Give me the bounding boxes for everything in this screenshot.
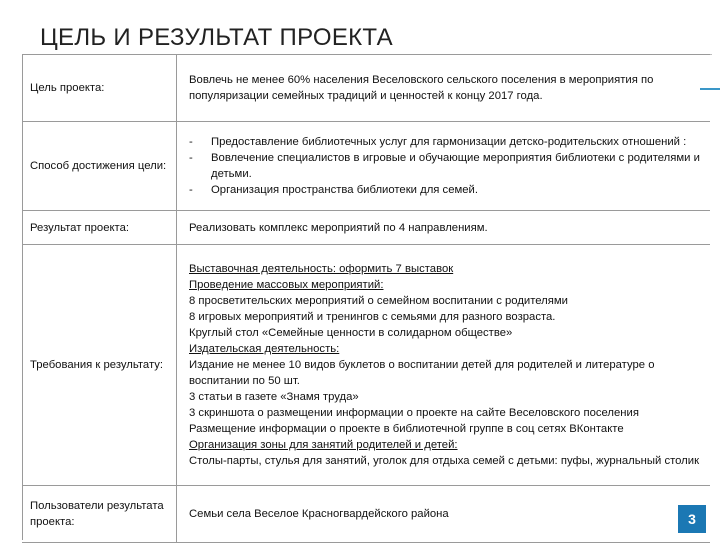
requirement-line: Круглый стол «Семейные ценности в солидарном обществе»: [189, 327, 513, 339]
page-title: ЦЕЛЬ И РЕЗУЛЬТАТ ПРОЕКТА: [40, 24, 393, 51]
page-number-badge: 3: [678, 505, 706, 533]
users-text: Семьи села Веселое Красногвардейского района: [189, 508, 449, 520]
dash-marker: -: [189, 136, 193, 148]
method-label: Способ достижения цели:: [22, 122, 177, 211]
method-item-text: Организация пространства библиотеки для семей.: [211, 184, 478, 196]
list-item: [189, 182, 700, 198]
method-list: [189, 134, 700, 198]
users-value: [177, 486, 711, 543]
requirement-line: 3 статьи в газете «Знамя труда»: [189, 391, 359, 403]
project-table: [22, 54, 710, 543]
table-row-result: [22, 211, 710, 245]
dash-marker: -: [189, 184, 193, 196]
method-item-text: Вовлечение специалистов в игровые и обучающие мероприятия библиотеки с родителями и детьми.: [211, 152, 700, 180]
requirement-heading: Выставочная деятельность: оформить 7 выставок: [189, 263, 454, 275]
method-item-text: Предоставление библиотечных услуг для гармонизации детско-родительских отношений :: [211, 136, 687, 148]
requirement-line: 3 скриншота о размещении информации о проекте на сайте Веселовского поселения: [189, 407, 639, 419]
goal-label: Цель проекта:: [22, 55, 177, 122]
goal-value: [177, 55, 711, 122]
table-row-users: [22, 486, 710, 543]
method-value: [177, 122, 711, 211]
users-label: Пользователи результата проекта:: [22, 486, 177, 543]
goal-text: Вовлечь не менее 60% населения Веселовского сельского поселения в мероприятия по популяризации семейных традиций и ценностей к концу 2017 года.: [189, 74, 654, 102]
list-item: [189, 134, 700, 150]
requirement-heading: Организация зоны для занятий родителей и детей:: [189, 439, 458, 451]
result-text: Реализовать комплекс мероприятий по 4 направлениям.: [189, 221, 488, 234]
table-row-method: [22, 122, 710, 211]
requirement-line: Издание не менее 10 видов буклетов о воспитании детей для родителей и литературе о воспитании по 50 шт.: [189, 359, 655, 387]
list-item: [189, 150, 700, 182]
table-row-requirements: [22, 245, 710, 486]
result-label: Результат проекта:: [22, 211, 177, 245]
requirement-line: 8 игровых мероприятий и тренингов с семьями для разного возраста.: [189, 311, 556, 323]
requirement-heading: Издательская деятельность:: [189, 343, 340, 355]
requirement-line: Столы-парты, стулья для занятий, уголок для отдыха семей с детьми: пуфы, журнальный столик: [189, 455, 700, 467]
requirements-label: Требования к результату:: [22, 245, 177, 486]
table-row-goal: [22, 55, 710, 122]
requirement-line: Размещение информации о проекте в библиотечной группе в соц сетях ВКонтакте: [189, 423, 624, 435]
requirements-value: [177, 245, 711, 486]
requirement-line: 8 просветительских мероприятий о семейном воспитании с родителями: [189, 295, 568, 307]
result-value: [177, 211, 711, 245]
requirement-heading: Проведение массовых мероприятий:: [189, 279, 384, 291]
dash-marker: -: [189, 152, 193, 164]
